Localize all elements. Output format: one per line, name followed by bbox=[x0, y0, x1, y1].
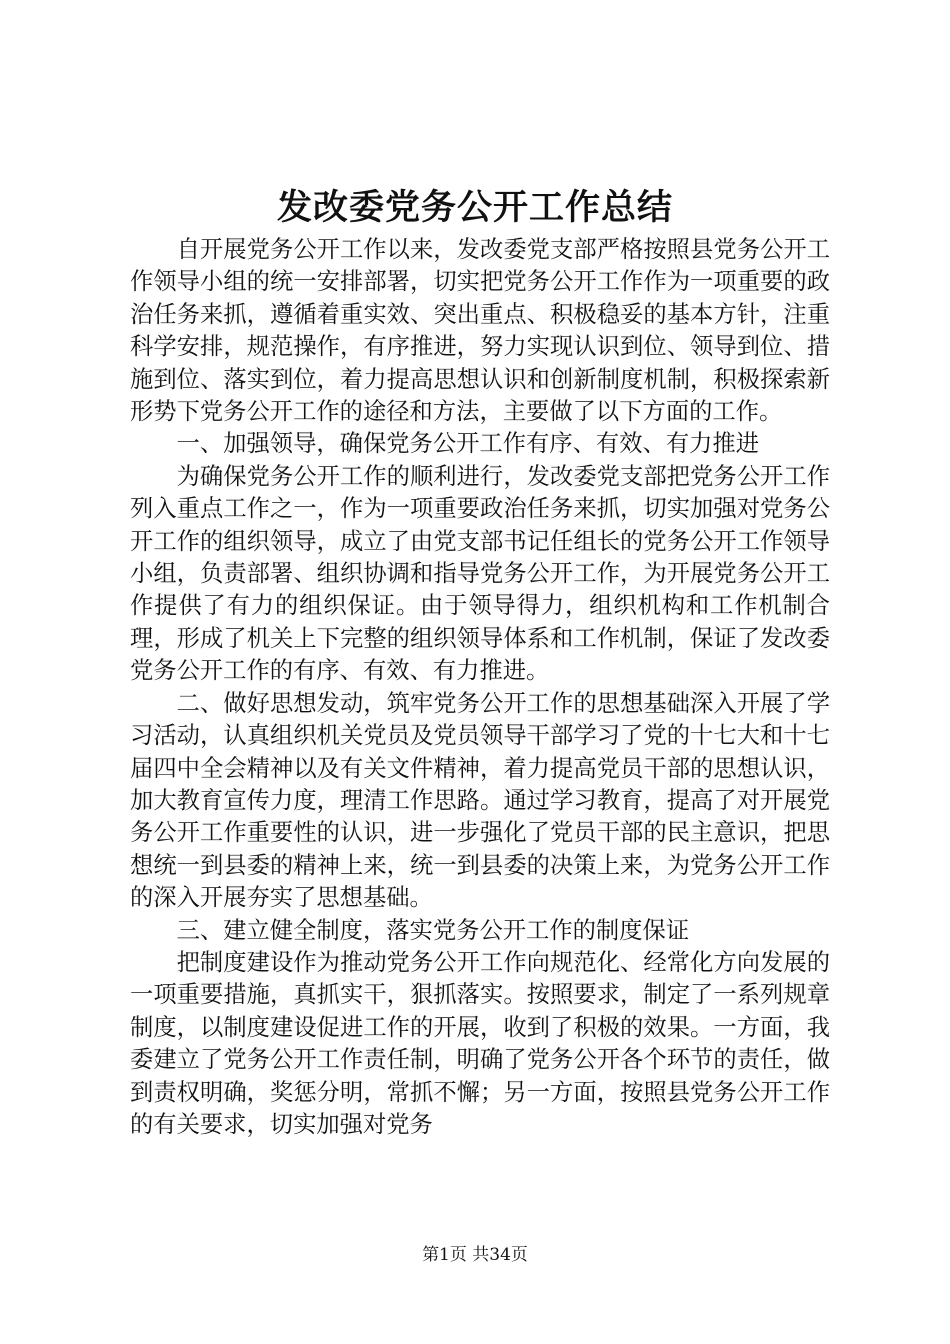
document-body bbox=[130, 234, 830, 1141]
paragraph-section-1: 为确保党务公开工作的顺利进行，发改委党支部把党务公开工作列入重点工作之一，作为一项重要政治任务来抓，切实加强对党务公开工作的组织领导，成立了由党支部书记任组长的党务公开工作领导小组，负责部署、组织协调和指导党务公开工作，为开展党务公开工作提供了有力的组织保证。由于领导得力，组织机构和工作机制合理，形成了机关上下完整的组织领导体系和工作机制，保证了发改委党务公开工作的有序、有效、有力推进。 bbox=[130, 462, 830, 685]
section-heading-3: 三、建立健全制度，落实党务公开工作的制度保证 bbox=[176, 916, 690, 944]
paragraph-intro: 自开展党务公开工作以来，发改委党支部严格按照县党务公开工作领导小组的统一安排部署，切实把党务公开工作作为一项重要的政治任务来抓，遵循着重实效、突出重点、积极稳妥的基本方针，注重科学安排，规范操作，有序推进，努力实现认识到位、领导到位、措施到位、落实到位，着力提高思想认识和创新制度机制，积极探索新形势下党务公开工作的途径和方法，主要做了以下方面的工作。 bbox=[130, 236, 830, 426]
page-footer: 第1页 共34页 bbox=[422, 1245, 528, 1265]
section-heading-1: 一、加强领导，确保党务公开工作有序、有效、有力推进 bbox=[176, 430, 760, 458]
paragraph-section-3: 把制度建设作为推动党务公开工作向规范化、经常化方向发展的一项重要措施，真抓实干，狠抓落实。按照要求，制定了一系列规章制度，以制度建设促进工作的开展，收到了积极的效果。一方面，我委建立了党务公开工作责任制，明确了党务公开各个环节的责任，做到责权明确，奖惩分明，常抓不懈；另一方面，按照县党务公开工作的有关要求，切实加强对党务 bbox=[130, 948, 830, 1138]
document-title: 发改委党务公开工作总结 bbox=[276, 187, 673, 228]
paragraph-section-2: 二、做好思想发动，筑牢党务公开工作的思想基础深入开展了学习活动，认真组织机关党员及党员领导干部学习了党的十七大和十七届四中全会精神以及有关文件精神，着力提高党员干部的思想认识，加大教育宣传力度，理清工作思路。通过学习教育，提高了对开展党务公开工作重要性的认识，进一步强化了党员干部的民主意识，把思想统一到县委的精神上来，统一到县委的决策上来，为党务公开工作的深入开展夯实了思想基础。 bbox=[130, 689, 830, 912]
